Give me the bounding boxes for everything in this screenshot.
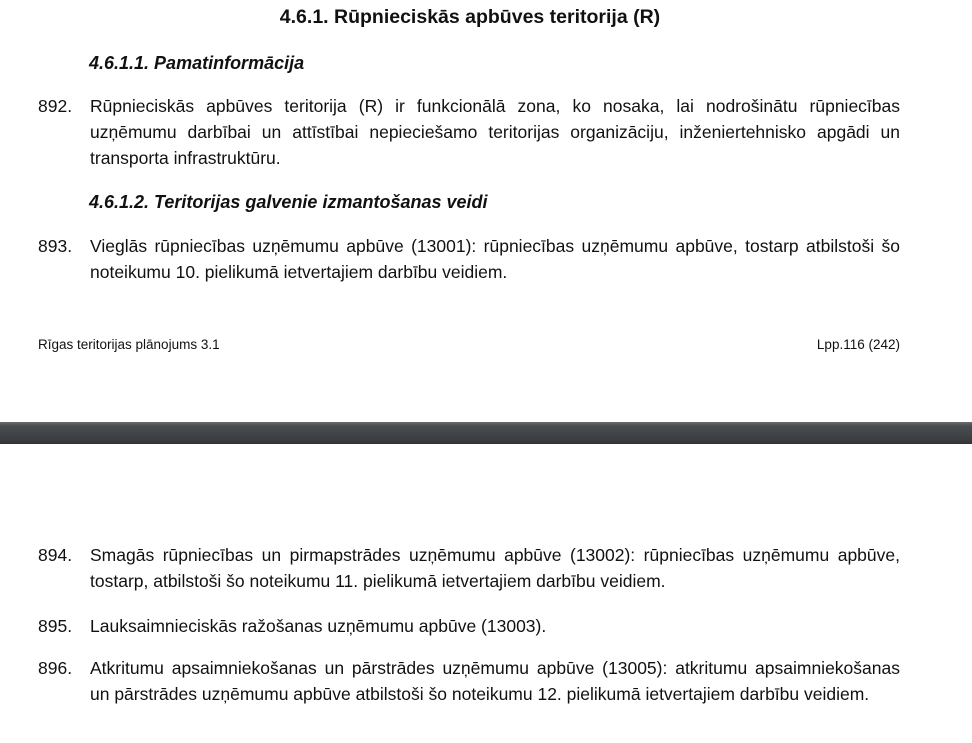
paragraph-text: Smagās rūpniecības un pirmapstrādes uzņēmumu apbūve (13002): rūpniecības uzņēmumu apbūve, tostarp, atbilstoši šo noteikumu 11. pielikumā ietvertajiem darbību veidiem. — [90, 545, 900, 591]
paragraph-892 — [38, 93, 900, 171]
paragraph-number: 893. — [38, 236, 73, 256]
paragraph-number: 895. — [38, 616, 73, 636]
paragraph-number: 894. — [38, 545, 73, 565]
subsection-heading-main-uses: 4.6.1.2. Teritorijas galvenie izmantošanas veidi — [89, 192, 488, 212]
paragraph-894 — [38, 542, 900, 594]
section-heading: 4.6.1. Rūpnieciskās apbūves teritorija (R) — [279, 6, 661, 28]
footer-document-title: Rīgas teritorijas plānojums 3.1 — [38, 337, 220, 352]
document-page-117 — [0, 444, 972, 743]
paragraph-text: Rūpnieciskās apbūves teritorija (R) ir funkcionālā zona, ko nosaka, lai nodrošinātu rūpniecības uzņēmumu darbībai un attīstībai nepieciešamo teritorijas organizāciju, inženiertehnisko apgādi un transporta infrastruktūru. — [90, 96, 900, 168]
paragraph-text: Atkritumu apsaimniekošanas un pārstrādes uzņēmumu apbūve (13005): atkritumu apsaimniekošanas un pārstrādes uzņēmumu apbūve atbilstoši šo noteikumu 12. pielikumā ietvertajiem darbību veidiem. — [90, 658, 900, 704]
paragraph-text: Lauksaimnieciskās ražošanas uzņēmumu apbūve (13003). — [90, 616, 547, 636]
paragraph-896 — [38, 655, 900, 707]
paragraph-895 — [38, 613, 900, 639]
paragraph-number: 896. — [38, 658, 73, 678]
paragraph-893 — [38, 233, 900, 285]
footer-page-number: Lpp.116 (242) — [816, 337, 900, 352]
paragraph-number: 892. — [38, 96, 73, 116]
subsection-heading-basic-info: 4.6.1.1. Pamatinformācija — [89, 53, 305, 73]
paragraph-text: Vieglās rūpniecības uzņēmumu apbūve (13001): rūpniecības uzņēmumu apbūve, tostarp atbilstoši šo noteikumu 10. pielikumā ietvertajiem darbību veidiem. — [90, 236, 900, 282]
page-separator — [0, 422, 972, 444]
